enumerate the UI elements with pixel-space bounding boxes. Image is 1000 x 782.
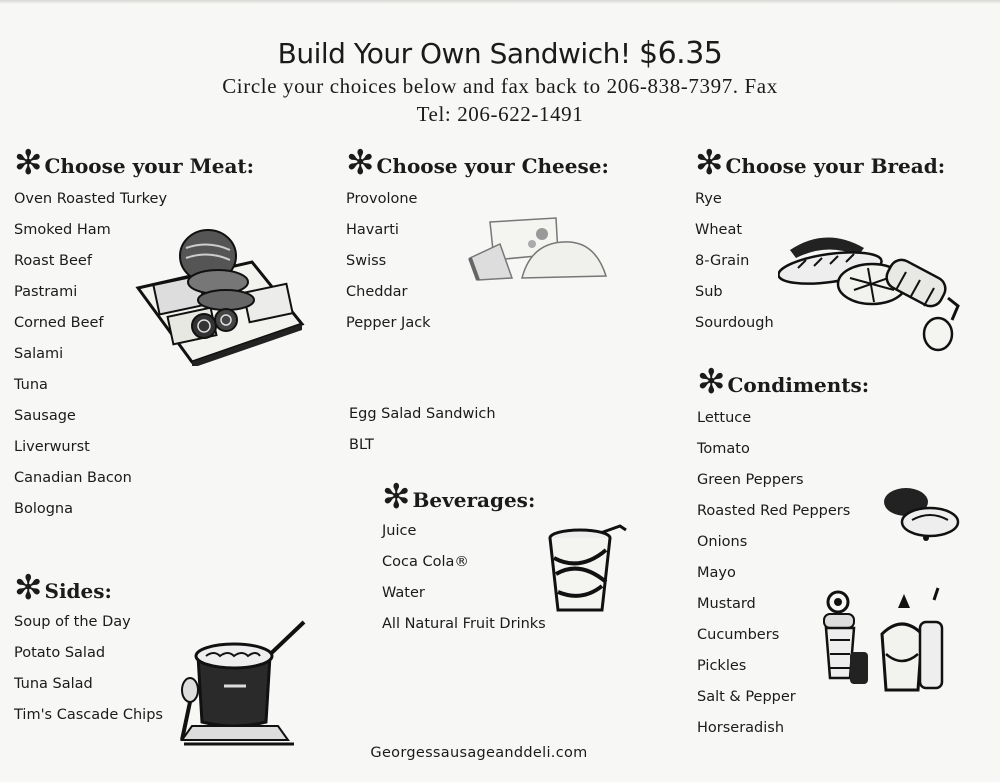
beverages-list bbox=[382, 516, 546, 640]
condiments-heading-text: Condiments: bbox=[727, 373, 870, 397]
sides-heading-text: Sides: bbox=[44, 579, 112, 603]
price-label: $6.35 bbox=[638, 36, 723, 71]
bread-item[interactable]: 8-Grain bbox=[695, 253, 750, 269]
cheese-item[interactable]: Swiss bbox=[346, 253, 387, 269]
cheese-item[interactable]: Havarti bbox=[346, 222, 399, 238]
beverages-section bbox=[382, 478, 546, 640]
specials-section bbox=[349, 399, 496, 461]
condiment-item[interactable]: Onions bbox=[697, 534, 748, 550]
meat-heading-text: Choose your Meat: bbox=[44, 154, 255, 178]
asterisk-bullet-icon: ✻ bbox=[695, 143, 724, 183]
condiment-item[interactable]: Cucumbers bbox=[697, 627, 780, 643]
cheese-item[interactable]: Pepper Jack bbox=[346, 315, 431, 331]
soup-pot-icon bbox=[168, 616, 308, 752]
beverage-item[interactable]: Water bbox=[382, 585, 425, 601]
phone-number: Tel: 206-622-1491 bbox=[416, 102, 584, 126]
asterisk-bullet-icon: ✻ bbox=[14, 568, 43, 608]
condiment-item[interactable]: Pickles bbox=[697, 658, 747, 674]
meat-item[interactable]: Roast Beef bbox=[14, 253, 92, 269]
page-edge bbox=[0, 0, 1000, 4]
meat-item[interactable]: Tuna bbox=[14, 377, 48, 393]
sides-list bbox=[14, 607, 163, 731]
meat-platter-icon bbox=[134, 226, 306, 366]
bread-item[interactable]: Sub bbox=[695, 284, 723, 300]
side-item[interactable]: Tim's Cascade Chips bbox=[14, 707, 163, 723]
specials-item[interactable]: Egg Salad Sandwich bbox=[349, 406, 496, 422]
page-title bbox=[0, 36, 1000, 72]
specials-list bbox=[349, 399, 496, 461]
meat-heading bbox=[14, 143, 255, 183]
asterisk-bullet-icon: ✻ bbox=[697, 362, 726, 402]
beverages-heading bbox=[382, 477, 546, 517]
meat-item[interactable]: Canadian Bacon bbox=[14, 470, 132, 486]
cheese-heading-text: Choose your Cheese: bbox=[376, 154, 609, 178]
drink-cup-icon bbox=[548, 522, 632, 614]
sides-section bbox=[14, 569, 163, 731]
cheese-wedges-icon bbox=[466, 214, 608, 286]
specials-item[interactable]: BLT bbox=[349, 437, 374, 453]
condiment-item[interactable]: Tomato bbox=[697, 441, 750, 457]
bread-heading-text: Choose your Bread: bbox=[725, 154, 946, 178]
meat-item[interactable]: Liverwurst bbox=[14, 439, 90, 455]
meat-item[interactable]: Smoked Ham bbox=[14, 222, 111, 238]
condiment-item[interactable]: Salt & Pepper bbox=[697, 689, 796, 705]
beverage-item[interactable]: Coca Cola® bbox=[382, 554, 469, 570]
condiments-heading bbox=[697, 362, 870, 402]
bread-item[interactable]: Sourdough bbox=[695, 315, 774, 331]
condiment-item[interactable]: Green Peppers bbox=[697, 472, 804, 488]
meat-item[interactable]: Corned Beef bbox=[14, 315, 104, 331]
bread-heading bbox=[695, 143, 946, 183]
meat-item[interactable]: Salami bbox=[14, 346, 64, 362]
beverage-item[interactable]: All Natural Fruit Drinks bbox=[382, 616, 546, 632]
beverage-item[interactable]: Juice bbox=[382, 523, 417, 539]
bread-loaves-icon bbox=[778, 228, 964, 356]
beverages-heading-text: Beverages: bbox=[412, 488, 536, 512]
side-item[interactable]: Soup of the Day bbox=[14, 614, 131, 630]
cheese-heading bbox=[346, 143, 609, 183]
pickle-icon bbox=[882, 482, 962, 546]
sides-heading bbox=[14, 568, 163, 608]
form-header bbox=[0, 36, 1000, 128]
condiment-item[interactable]: Mustard bbox=[697, 596, 756, 612]
condiment-item[interactable]: Mayo bbox=[697, 565, 736, 581]
condiment-item[interactable]: Roasted Red Peppers bbox=[697, 503, 851, 519]
fax-instructions: Circle your choices below and fax back to 206-838-7397. Fax bbox=[222, 74, 778, 98]
website-footer: Georgessausageanddeli.com bbox=[370, 745, 588, 761]
condiment-item[interactable]: Lettuce bbox=[697, 410, 752, 426]
meat-item[interactable]: Sausage bbox=[14, 408, 76, 424]
cheese-item[interactable]: Cheddar bbox=[346, 284, 408, 300]
bread-item[interactable]: Rye bbox=[695, 191, 722, 207]
condiment-item[interactable]: Horseradish bbox=[697, 720, 785, 736]
asterisk-bullet-icon: ✻ bbox=[382, 477, 411, 517]
title-text: Build Your Own Sandwich! bbox=[277, 37, 631, 70]
bread-item[interactable]: Wheat bbox=[695, 222, 743, 238]
side-item[interactable]: Tuna Salad bbox=[14, 676, 93, 692]
asterisk-bullet-icon: ✻ bbox=[346, 143, 375, 183]
side-item[interactable]: Potato Salad bbox=[14, 645, 106, 661]
meat-item[interactable]: Bologna bbox=[14, 501, 73, 517]
condiment-bottles-icon bbox=[816, 584, 952, 710]
asterisk-bullet-icon: ✻ bbox=[14, 143, 43, 183]
cheese-item[interactable]: Provolone bbox=[346, 191, 418, 207]
meat-item[interactable]: Pastrami bbox=[14, 284, 78, 300]
meat-item[interactable]: Oven Roasted Turkey bbox=[14, 191, 168, 207]
